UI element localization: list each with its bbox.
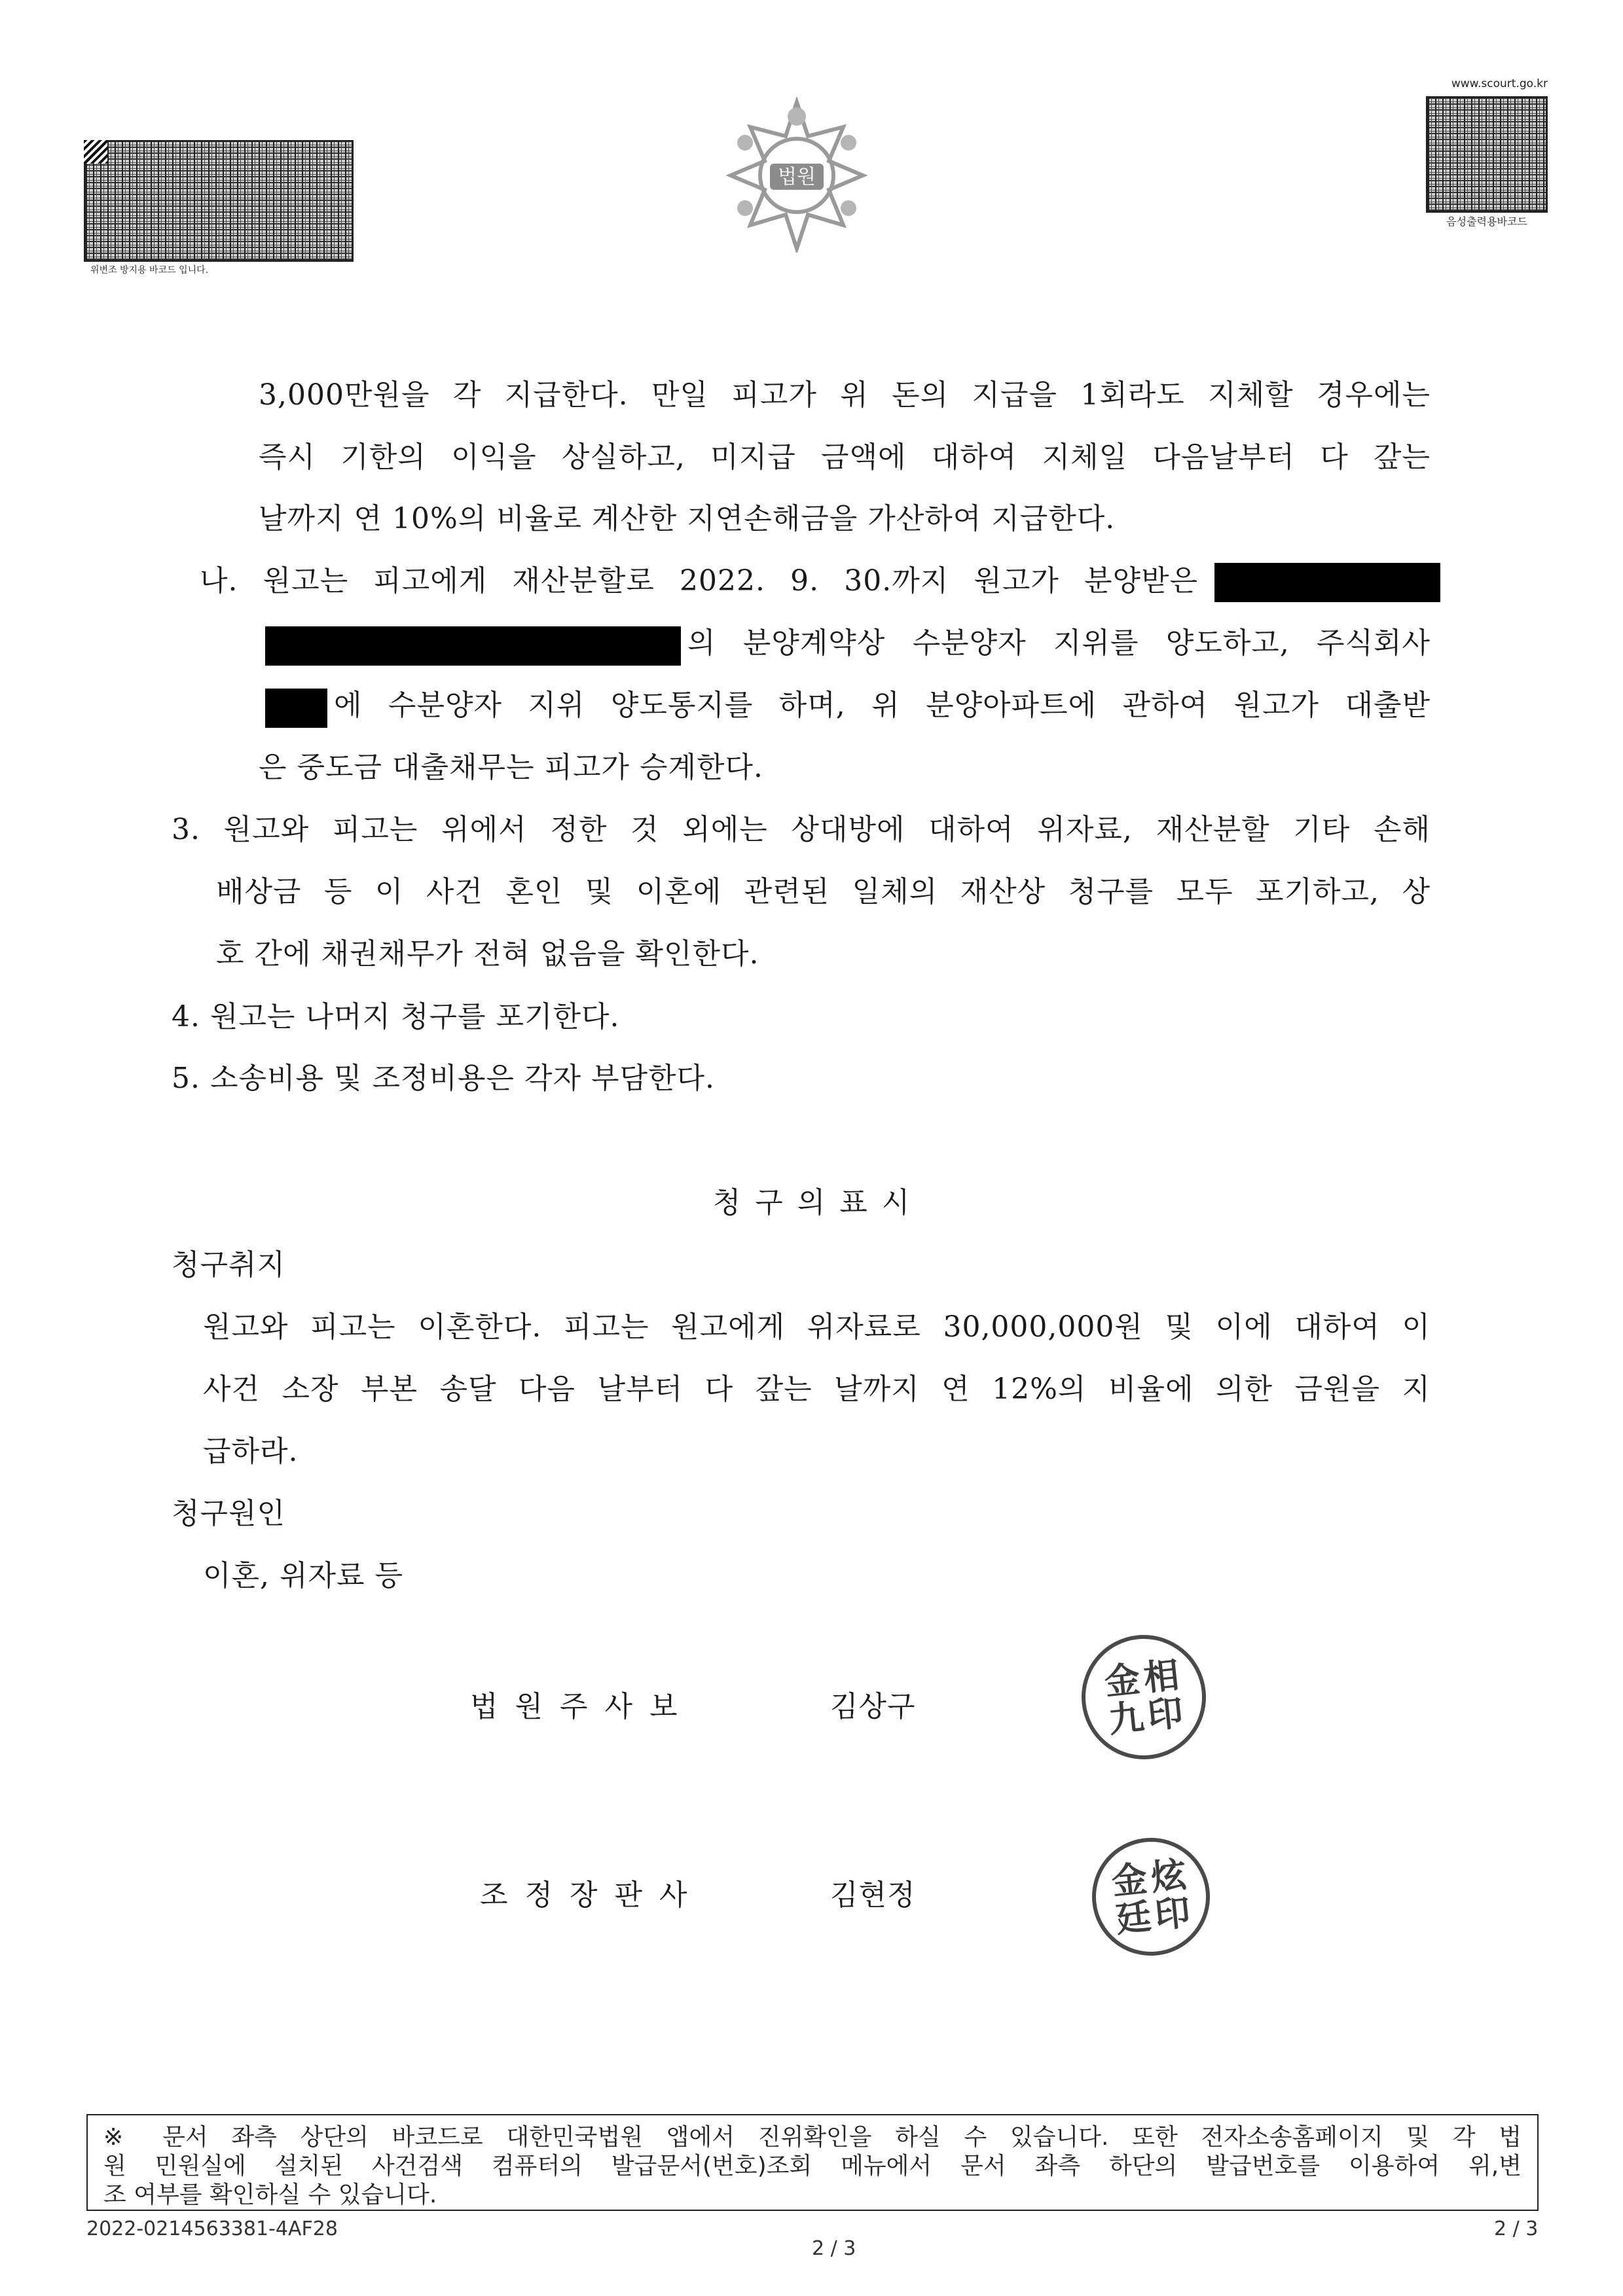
- claim-purpose-line-1: 원고와 피고는 이혼한다. 피고는 원고에게 위자료로 30,000,000원 및 이에 대하여 이: [203, 1310, 1431, 1344]
- page-number-right: 2 / 3: [1494, 2217, 1539, 2240]
- claim-purpose-heading: 청구취지: [172, 1248, 286, 1282]
- notice-line-2: 원 민원실에 설치된 사건검색 컴퓨터의 발급문서(번호)조회 메뉴에서 문서 좌측 하단의 발급번호를 이용하여 위,변: [103, 2153, 1522, 2179]
- seal-glyph: 金: [1102, 1657, 1142, 1703]
- body-line-6: 에 수분양자 지위 양도통지를 하며, 위 분양아파트에 관하여 원고가 대출받: [334, 689, 1431, 722]
- signatory-name-judge: 김현정: [830, 1878, 916, 1912]
- barcode-corner-mark: [84, 140, 107, 164]
- seal-glyph: 金: [1109, 1857, 1150, 1903]
- emblem-text: 법원: [778, 166, 816, 188]
- claim-purpose-line-3: 급하라.: [203, 1435, 299, 1468]
- official-seal-judge: [1086, 1832, 1216, 1962]
- voice-output-barcode-caption: 음성출력용바코드: [1446, 215, 1527, 228]
- claim-title: 청구의표시: [712, 1186, 924, 1219]
- body-line-7: 은 중도금 대출채무는 피고가 승계한다.: [259, 751, 763, 784]
- body-line-12: 5. 소송비용 및 조정비용은 각자 부담한다.: [172, 1062, 715, 1095]
- seal-glyph: 炫: [1148, 1853, 1189, 1899]
- seal-glyph: 九: [1106, 1695, 1146, 1741]
- body-line-2: 즉시 기한의 이익을 상실하고, 미지급 금액에 대하여 지체일 다음날부터 다 갚는: [259, 440, 1431, 474]
- claim-purpose-line-2: 사건 소장 부본 송달 다음 날부터 다 갚는 날까지 연 12%의 비율에 의한 금원을 지: [203, 1372, 1431, 1406]
- body-line-5: 의 분양계약상 수분양자 지위를 양도하고, 주식회사: [687, 626, 1431, 660]
- claim-cause-text: 이혼, 위자료 등: [203, 1559, 403, 1592]
- verification-notice: [86, 2114, 1539, 2211]
- seal-glyph: 廷: [1113, 1895, 1154, 1941]
- body-line-1: 3,000만원을 각 지급한다. 만일 피고가 위 돈의 지급을 1회라도 지체할 경우에는: [259, 378, 1431, 412]
- anti-forgery-barcode-caption: 위변조 방지용 바코드 입니다.: [90, 265, 209, 276]
- seal-glyph: 印: [1152, 1891, 1193, 1937]
- official-seal-clerk: [1076, 1629, 1213, 1766]
- court-url: www.scourt.go.kr: [1451, 77, 1548, 90]
- claim-cause-heading: 청구원인: [172, 1497, 286, 1530]
- issue-number: 2022-0214563381-4AF28: [86, 2217, 338, 2240]
- court-emblem-icon: [724, 97, 869, 253]
- redaction-block: [1214, 563, 1440, 602]
- body-line-4: 나. 원고는 피고에게 재산분할로 2022. 9. 30.까지 원고가 분양받은: [200, 564, 1198, 598]
- body-line-8: 3. 원고와 피고는 위에서 정한 것 외에는 상대방에 대하여 위자료, 재산분할 기타 손해: [172, 813, 1431, 846]
- anti-forgery-barcode: [84, 140, 354, 262]
- body-line-3: 날까지 연 10%의 비율로 계산한 지연손해금을 가산하여 지급한다.: [259, 502, 1116, 535]
- body-line-9: 배상금 등 이 사건 혼인 및 이혼에 관련된 일체의 재산상 청구를 모두 포기하고, 상: [216, 875, 1431, 908]
- redaction-block: [265, 626, 681, 666]
- body-line-10: 호 간에 채권채무가 전혀 없음을 확인한다.: [216, 937, 759, 971]
- page-number-center: 2 / 3: [812, 2237, 856, 2260]
- notice-line-1: ※ 문서 좌측 상단의 바코드로 대한민국법원 앱에서 진위확인을 하실 수 있습니다. 또한 전자소송홈페이지 및 각 법: [103, 2124, 1522, 2151]
- body-line-11: 4. 원고는 나머지 청구를 포기한다.: [172, 1000, 620, 1033]
- signatory-name-clerk: 김상구: [830, 1690, 916, 1723]
- seal-glyph: 相: [1141, 1653, 1182, 1699]
- seal-glyph: 印: [1145, 1691, 1186, 1737]
- signatory-role-clerk: 법원주사보: [470, 1690, 695, 1723]
- voice-output-barcode: [1426, 96, 1548, 213]
- notice-line-3: 조 여부를 확인하실 수 있습니다.: [103, 2181, 437, 2208]
- signatory-role-judge: 조정장판사: [480, 1878, 704, 1912]
- redaction-block: [265, 689, 327, 728]
